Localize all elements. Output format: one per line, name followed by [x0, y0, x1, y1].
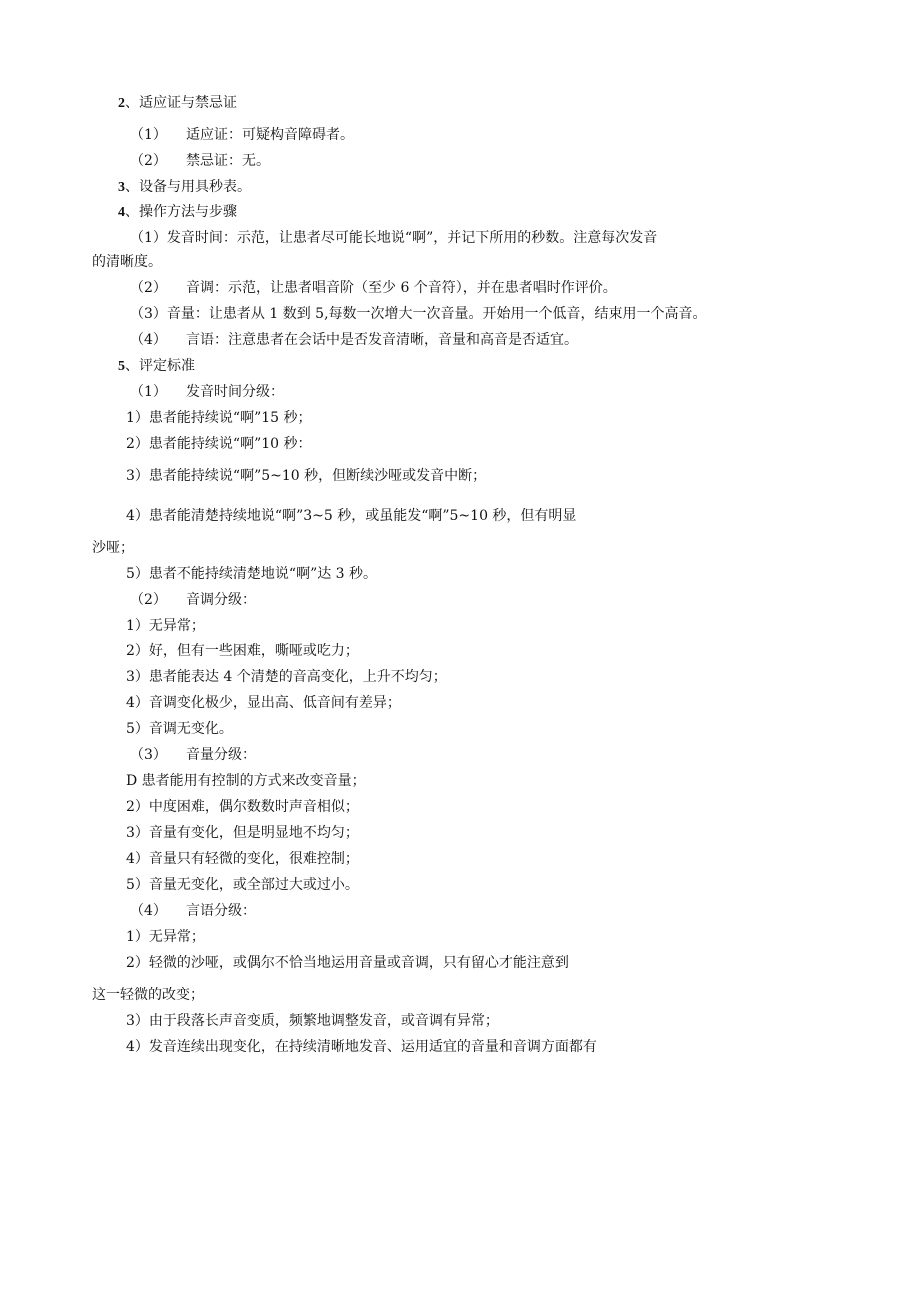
procedure-item-2 [130, 279, 617, 297]
heading-equipment [118, 178, 251, 197]
criteria-subheading-3 [130, 746, 256, 764]
grade-item: D 患者能用有控制的方式来改变音量； [126, 773, 366, 789]
grade-item-cont: 沙哑； [92, 540, 134, 556]
heading-criteria [118, 357, 195, 376]
grade-item: 4）患者能清楚持续地说“啊”3~5 秒，或虽能发“啊”5~10 秒，但有明显 [126, 508, 577, 524]
item-text: 音量分级： [186, 747, 256, 763]
grade-item-cont: 这一轻微的改变； [92, 987, 204, 1003]
item-text: 言语分级： [186, 903, 256, 919]
item-text: 音调：示范，让患者唱音阶（至少 6 个音符），并在患者唱时作评价。 [186, 280, 617, 296]
grade-item: 4）音调变化极少，显出高、低音间有差异； [126, 695, 401, 711]
heading-number: 2 [118, 96, 125, 111]
item-number: （4） [130, 903, 167, 919]
indication-item [130, 126, 354, 144]
grade-item: 2）患者能持续说“啊”10 秒： [126, 436, 312, 452]
item-text: 禁忌证：无。 [186, 153, 270, 169]
heading-text: 、适应证与禁忌证 [125, 95, 237, 111]
grade-item: 5）患者不能持续清楚地说“啊”达 3 秒。 [126, 566, 378, 582]
criteria-subheading-4 [130, 902, 256, 920]
criteria-subheading-2 [130, 591, 256, 609]
contraindication-item [130, 152, 270, 170]
grade-item: 1）患者能持续说“啊”15 秒； [126, 410, 312, 426]
heading-indications [118, 94, 237, 113]
grade-item: 4）音量只有轻微的变化，很难控制； [126, 851, 359, 867]
item-text: 音调分级： [186, 592, 256, 608]
procedure-item-1: （1）发音时间：示范，让患者尽可能长地说“啊”，并记下所用的秒数。注意每次发音 [130, 230, 658, 246]
grade-item: 3）患者能持续说“啊”5~10 秒，但断续沙哑或发音中断； [126, 468, 487, 484]
heading-number: 5 [118, 359, 125, 374]
heading-number: 3 [118, 180, 125, 195]
heading-text: 、设备与用具秒表。 [125, 179, 251, 195]
item-number: （2） [130, 592, 167, 608]
grade-item: 1）无异常； [126, 618, 205, 634]
item-text: 发音时间分级： [186, 384, 284, 400]
grade-item: 4）发音连续出现变化，在持续清晰地发音、运用适宜的音量和音调方面都有 [126, 1039, 597, 1055]
item-number: （2） [130, 280, 167, 296]
item-number: （1） [130, 127, 167, 143]
heading-procedure [118, 203, 237, 222]
grade-item: 5）音量无变化，或全部过大或过小。 [126, 877, 359, 893]
item-number: （4） [130, 332, 167, 348]
item-text: 言语：注意患者在会话中是否发音清晰，音量和高音是否适宜。 [186, 332, 578, 348]
procedure-item-4 [130, 331, 578, 349]
item-number: （3） [130, 747, 167, 763]
grade-item: 1）无异常； [126, 929, 205, 945]
heading-text: 、操作方法与步骤 [125, 204, 237, 220]
heading-number: 4 [118, 205, 125, 220]
grade-item: 2）轻微的沙哑，或偶尔不恰当地运用音量或音调，只有留心才能注意到 [126, 955, 569, 971]
criteria-subheading-1 [130, 383, 284, 401]
procedure-item-3: （3）音量：让患者从 1 数到 5,每数一次增大一次音量。开始用一个低音，结束用一个高音。 [130, 306, 707, 322]
grade-item: 3）由于段落长声音变质，频繁地调整发音，或音调有异常； [126, 1013, 499, 1029]
grade-item: 2）中度困难，偶尔数数时声音相似； [126, 799, 359, 815]
heading-text: 、评定标准 [125, 358, 195, 374]
item-number: （2） [130, 153, 167, 169]
item-text: 适应证：可疑构音障碍者。 [186, 127, 354, 143]
procedure-item-1-cont: 的清晰度。 [92, 254, 162, 270]
grade-item: 2）好，但有一些困难，嘶哑或吃力； [126, 643, 359, 659]
item-number: （1） [130, 384, 167, 400]
grade-item: 3）音量有变化，但是明显地不均匀； [126, 825, 359, 841]
grade-item: 5）音调无变化。 [126, 721, 233, 737]
grade-item: 3）患者能表达 4 个清楚的音高变化，上升不均匀； [126, 669, 447, 685]
